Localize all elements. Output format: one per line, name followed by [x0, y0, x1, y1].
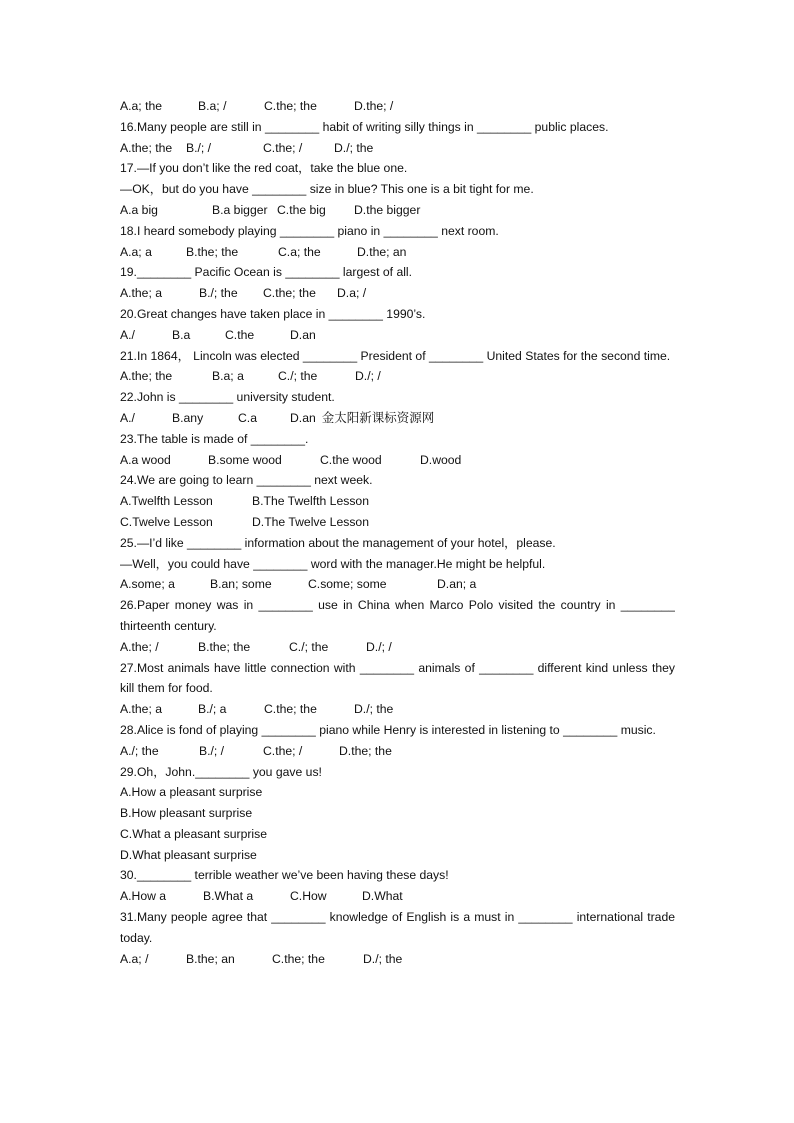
q26-stem: 26.Paper money was in ________ use in China when Marco Polo visited the country in ________ thirteenth century.: [120, 598, 675, 633]
q29-stem: 29.Oh，John.________ you gave us!: [120, 764, 322, 779]
q31-stem: 31.Many people agree that ________ knowledge of English is a must in ________ international trade today.: [120, 910, 675, 945]
q16-option-c: C.the; /: [263, 140, 303, 155]
q19-stem: 19.________ Pacific Ocean is ________ largest of all.: [120, 265, 413, 280]
q29-option-d: D.What pleasant surprise: [120, 847, 257, 862]
q21-option-d: D./; /: [355, 369, 381, 384]
q25-option-a: A.some; a: [120, 577, 175, 592]
q24-option-c: C.Twelve Lesson: [120, 514, 213, 529]
q25-option-b: B.an; some: [210, 577, 272, 592]
q23-option-a: A.a wood: [120, 452, 171, 467]
q20-option-a: A./: [120, 327, 135, 342]
q27-option-c: C.the; the: [264, 702, 317, 717]
q26-option-b: B.the; the: [198, 639, 251, 654]
q18-option-b: B.the; the: [186, 244, 239, 259]
q24-options-row1: [120, 491, 675, 512]
q15-option-b: B.a; /: [198, 99, 227, 113]
q28-option-d: D.the; the: [339, 743, 392, 758]
question-list: [120, 96, 675, 969]
q15-option-d: D.the; /: [354, 99, 394, 113]
q20-option-c: C.the: [225, 327, 255, 342]
q27-options: [120, 699, 675, 720]
q17-stem: 17.—If you don’t like the red coat，take the blue one.: [120, 161, 408, 176]
q25-option-c: C.some; some: [308, 577, 387, 592]
q29-option-b: B.How pleasant surprise: [120, 806, 253, 821]
q22-option-c: C.a: [238, 410, 257, 425]
q26-option-c: C./; the: [289, 639, 329, 654]
q17-stem-reply: —OK，but do you have ________ size in blue? This one is a bit tight for me.: [120, 182, 534, 197]
q19-option-c: C.the; the: [263, 286, 316, 301]
q31-option-d: D./; the: [363, 951, 403, 966]
q20-option-b: B.a: [172, 327, 191, 342]
q24-stem: 24.We are going to learn ________ next week.: [120, 473, 373, 488]
q19-options: [120, 283, 675, 304]
q22-option-a: A./: [120, 410, 135, 425]
q21-stem: 21.In 1864， Lincoln was elected ________ President of ________ United States for the second time.: [120, 348, 671, 363]
q18-option-a: A.a; a: [120, 244, 152, 259]
q26-options: [120, 637, 675, 658]
q15-options: [120, 96, 675, 117]
q28-stem: 28.Alice is fond of playing ________ piano while Henry is interested in listening to ________ music.: [120, 722, 656, 737]
q24-options-row2: [120, 512, 675, 533]
q31-option-a: A.a; /: [120, 951, 149, 966]
q23-stem: 23.The table is made of ________.: [120, 431, 309, 446]
q24-option-d: D.The Twelve Lesson: [252, 514, 369, 529]
q25-stem: 25.—I’d like ________ information about the management of your hotel，please.: [120, 535, 556, 550]
q20-option-d: D.an: [290, 327, 316, 342]
q21-option-a: A.the; the: [120, 369, 173, 384]
q30-option-c: C.How: [290, 889, 327, 904]
q24-option-b: B.The Twelfth Lesson: [252, 494, 369, 509]
q28-options: [120, 741, 675, 762]
q16-options: [120, 138, 675, 159]
q23-option-b: B.some wood: [208, 452, 282, 467]
q22-stem: 22.John is ________ university student.: [120, 390, 335, 405]
q22-option-d: D.an: [290, 410, 316, 425]
q16-stem: 16.Many people are still in ________ habit of writing silly things in ________ public places.: [120, 119, 609, 134]
q22-option-b: B.any: [172, 410, 204, 425]
q27-stem: 27.Most animals have little connection with ________ animals of ________ different kind unless they kill them for food.: [120, 660, 675, 696]
q28-option-c: C.the; /: [263, 743, 303, 758]
q16-option-a: A.the; the: [120, 140, 173, 155]
q26-option-d: D./; /: [366, 639, 392, 654]
q19-option-b: B./; the: [199, 286, 238, 301]
q23-option-d: D.wood: [420, 452, 462, 467]
q17-options: [120, 200, 675, 221]
q19-option-a: A.the; a: [120, 286, 163, 301]
q28-option-a: A./; the: [120, 743, 159, 758]
q19-option-d: D.a; /: [337, 286, 367, 301]
q25-options: [120, 574, 675, 595]
q23-options: [120, 450, 675, 471]
q18-options: [120, 242, 675, 263]
q16-option-b: B./; /: [186, 140, 212, 155]
q17-option-a: A.a big: [120, 202, 158, 217]
q31-option-c: C.the; the: [272, 951, 325, 966]
q30-option-a: A.How a: [120, 889, 167, 904]
q18-option-d: D.the; an: [357, 244, 407, 259]
q27-option-b: B./; a: [198, 702, 227, 717]
q21-options: [120, 366, 675, 387]
q20-options: [120, 325, 675, 346]
q30-options: [120, 886, 675, 907]
q29-option-c: C.What a pleasant surprise: [120, 826, 267, 841]
q30-stem: 30.________ terrible weather we’ve been having these days!: [120, 868, 449, 883]
q24-option-a: A.Twelfth Lesson: [120, 494, 213, 509]
q31-options: [120, 949, 675, 970]
q30-option-d: D.What: [362, 889, 403, 904]
q21-option-c: C./; the: [278, 369, 318, 384]
q28-option-b: B./; /: [199, 743, 225, 758]
q22-options: [120, 408, 675, 429]
q26-option-a: A.the; /: [120, 639, 159, 654]
q21-option-b: B.a; a: [212, 369, 244, 384]
q18-option-c: C.a; the: [278, 244, 321, 259]
q17-option-c: C.the big: [277, 202, 326, 217]
q27-option-a: A.the; a: [120, 702, 163, 717]
q15-option-c: C.the; the: [264, 99, 317, 113]
q16-option-d: D./; the: [334, 140, 374, 155]
q27-option-d: D./; the: [354, 702, 394, 717]
q15-option-a: A.a; the: [120, 99, 163, 113]
q17-option-b: B.a bigger: [212, 202, 268, 217]
q30-option-b: B.What a: [203, 889, 254, 904]
q25-stem-reply: —Well，you could have ________ word with the manager.He might be helpful.: [120, 556, 546, 571]
q23-option-c: C.the wood: [320, 452, 382, 467]
q17-option-d: D.the bigger: [354, 202, 421, 217]
q31-option-b: B.the; an: [186, 951, 235, 966]
q25-option-d: D.an; a: [437, 577, 477, 592]
q18-stem: 18.I heard somebody playing ________ piano in ________ next room.: [120, 223, 499, 238]
q29-option-a: A.How a pleasant surprise: [120, 785, 263, 800]
q20-stem: 20.Great changes have taken place in ________ 1990’s.: [120, 306, 426, 321]
watermark-text: 金太阳新课标资源网: [321, 409, 435, 425]
